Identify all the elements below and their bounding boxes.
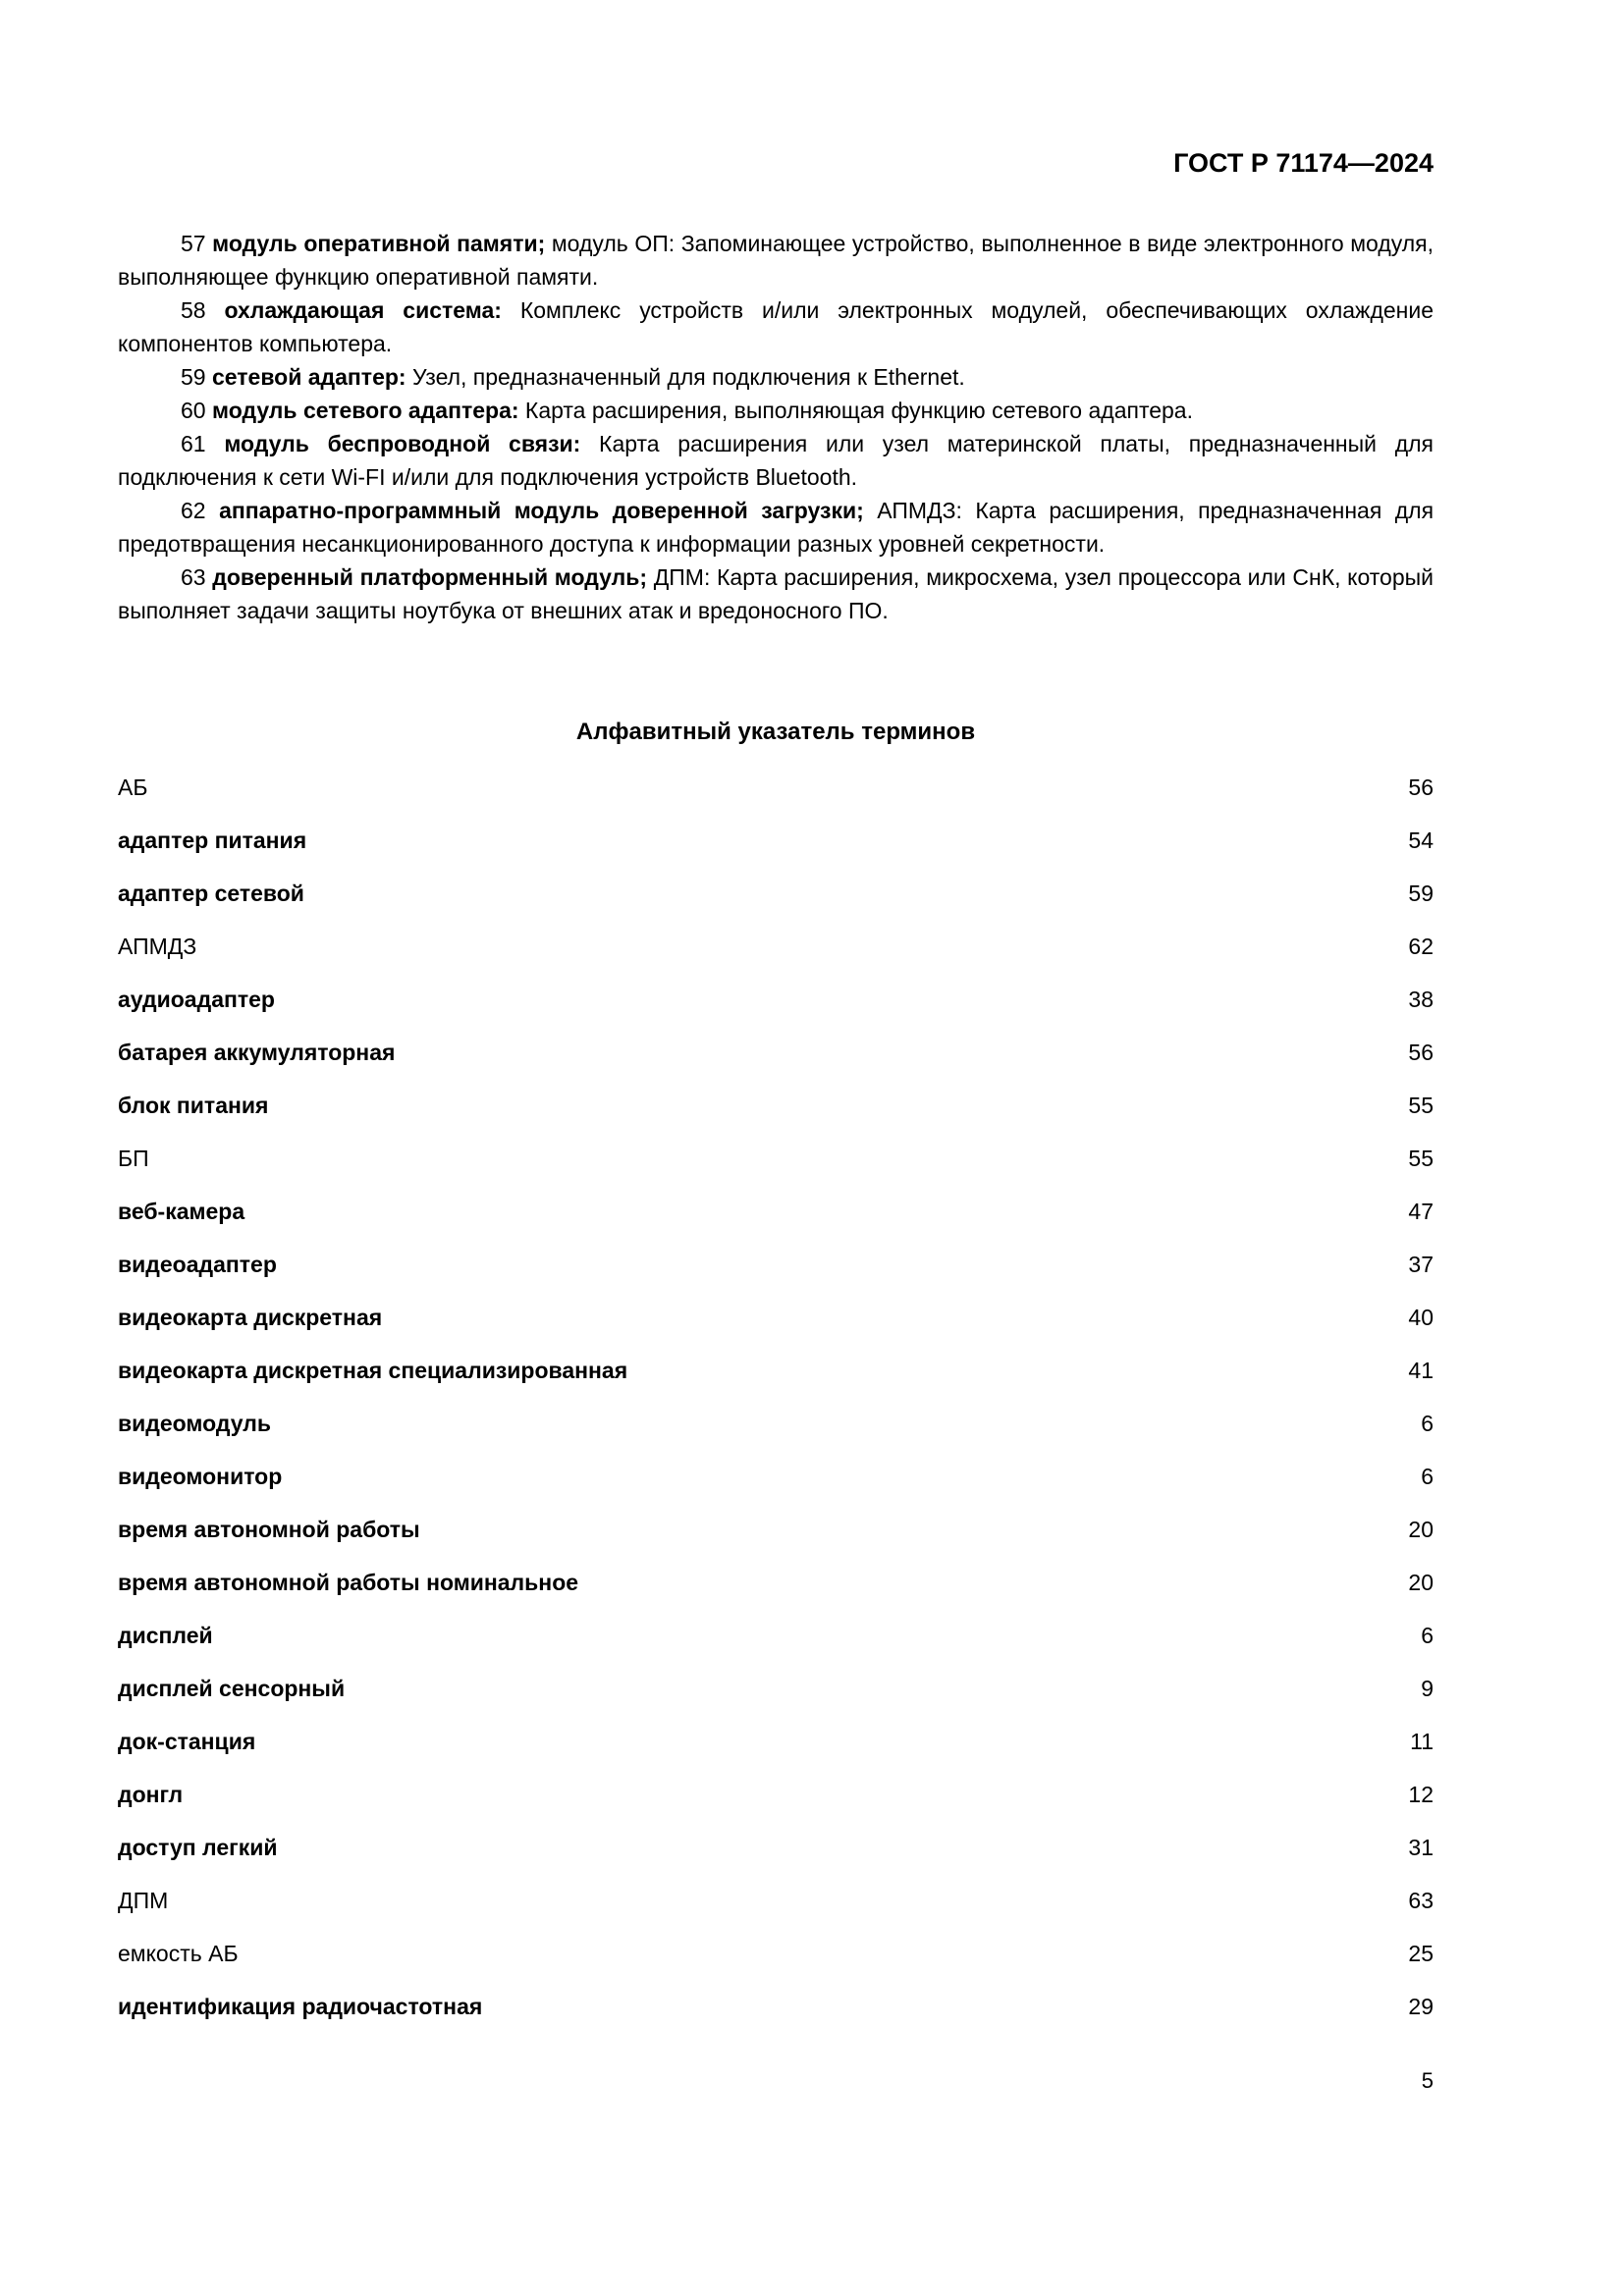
index-term: АБ bbox=[118, 774, 148, 800]
term-number: 58 bbox=[181, 297, 206, 323]
index-term: видеомонитор bbox=[118, 1463, 283, 1489]
term-definition bbox=[118, 227, 1434, 294]
index-entry bbox=[118, 1503, 1434, 1556]
index-page-ref: 63 bbox=[1408, 1887, 1434, 1913]
term-definition bbox=[118, 427, 1434, 494]
index-entry bbox=[118, 1291, 1434, 1344]
term-definition bbox=[118, 294, 1434, 360]
index-page-ref: 41 bbox=[1408, 1357, 1434, 1383]
index-page-ref: 9 bbox=[1421, 1675, 1434, 1701]
term-body: Комплекс устройств и/или электронных модулей, обеспечивающих охлаждение компонентов компьютера. bbox=[118, 297, 1434, 356]
term-name: сетевой адаптер: bbox=[211, 364, 406, 390]
term-number: 57 bbox=[181, 231, 206, 256]
index-entry bbox=[118, 867, 1434, 920]
index-entry bbox=[118, 1344, 1434, 1397]
term-body: АПМДЗ: Карта расширения, предназначенная для предотвращения несанкционированного доступа к информации разных уровней секретности. bbox=[118, 498, 1435, 557]
page-number: 5 bbox=[1421, 2068, 1434, 2093]
index-page-ref: 20 bbox=[1408, 1516, 1434, 1542]
term-number: 62 bbox=[181, 498, 206, 523]
term-body: ДПМ: Карта расширения, микросхема, узел процессора или СнК, который выполняет задачи защиты ноутбука от внешних атак и вредоносного ПО. bbox=[118, 564, 1434, 623]
index-term: время автономной работы bbox=[118, 1516, 420, 1542]
index-entry bbox=[118, 1185, 1434, 1238]
term-body: Карта расширения или узел материнской платы, предназначенный для подключения к сети Wi-FI и/или для подключения устройств Bluetooth. bbox=[118, 431, 1435, 490]
term-definition bbox=[118, 494, 1434, 561]
index-term: донгл bbox=[118, 1781, 184, 1807]
term-number: 59 bbox=[181, 364, 206, 390]
index-entry bbox=[118, 1980, 1434, 2033]
term-number: 61 bbox=[181, 431, 206, 456]
term-name: модуль оперативной памяти; bbox=[212, 231, 546, 256]
index-entry bbox=[118, 1715, 1434, 1768]
term-name: доверенный платформенный модуль; bbox=[212, 564, 648, 590]
index-term: время автономной работы номинальное bbox=[118, 1569, 579, 1595]
index-page-ref: 56 bbox=[1408, 1039, 1434, 1065]
index-term: видеокарта дискретная специализированная bbox=[118, 1357, 628, 1383]
index-term: емкость АБ bbox=[118, 1940, 239, 1966]
index-term: ДПМ bbox=[118, 1887, 169, 1913]
index-page-ref: 38 bbox=[1408, 986, 1434, 1012]
index-entry bbox=[118, 1609, 1434, 1662]
index-page-ref: 6 bbox=[1421, 1463, 1434, 1489]
index-page-ref: 62 bbox=[1408, 933, 1434, 959]
index-page-ref: 55 bbox=[1408, 1145, 1434, 1171]
index-page-ref: 54 bbox=[1408, 827, 1434, 853]
term-body: Узел, предназначенный для подключения к Ethernet. bbox=[411, 364, 965, 390]
index-term: дисплей bbox=[118, 1622, 213, 1648]
index-entry bbox=[118, 1556, 1434, 1609]
index-entry bbox=[118, 1768, 1434, 1821]
term-number: 60 bbox=[181, 398, 206, 423]
index-term: доступ легкий bbox=[118, 1834, 278, 1860]
index-entry bbox=[118, 1450, 1434, 1503]
term-name: модуль беспроводной связи: bbox=[224, 431, 581, 456]
index-term: адаптер сетевой bbox=[118, 880, 304, 906]
index-term: видеомодуль bbox=[118, 1410, 271, 1436]
index-entry bbox=[118, 814, 1434, 867]
index-term: АПМДЗ bbox=[118, 933, 197, 959]
index-page-ref: 37 bbox=[1408, 1251, 1434, 1277]
index-term: батарея аккумуляторная bbox=[118, 1039, 396, 1065]
index-title: Алфавитный указатель терминов bbox=[575, 719, 976, 745]
index-term: видеокарта дискретная bbox=[118, 1304, 383, 1330]
term-definition bbox=[118, 360, 1434, 394]
index-page-ref: 55 bbox=[1408, 1092, 1434, 1118]
index-page-ref: 12 bbox=[1408, 1781, 1434, 1807]
index-term: БП bbox=[118, 1145, 149, 1171]
term-name: модуль сетевого адаптера: bbox=[211, 398, 519, 423]
index-term: док-станция bbox=[118, 1728, 256, 1754]
index-page-ref: 6 bbox=[1421, 1622, 1434, 1648]
index-page-ref: 59 bbox=[1408, 880, 1434, 906]
index-page-ref: 40 bbox=[1408, 1304, 1434, 1330]
index-term: веб-камера bbox=[118, 1198, 245, 1224]
term-name: аппаратно-программный модуль доверенной загрузки; bbox=[219, 498, 864, 523]
index-term: идентификация радиочастотная bbox=[118, 1993, 483, 2019]
term-name: охлаждающая система: bbox=[224, 297, 502, 323]
index-entry bbox=[118, 1132, 1434, 1185]
index-page-ref: 11 bbox=[1410, 1728, 1434, 1754]
index-term: блок питания bbox=[118, 1092, 269, 1118]
index-page-ref: 25 bbox=[1408, 1940, 1434, 1966]
index-entry bbox=[118, 761, 1434, 814]
index-entry bbox=[118, 1821, 1434, 1874]
index-entry bbox=[118, 1238, 1434, 1291]
index-term: видеоадаптер bbox=[118, 1251, 277, 1277]
index-term: адаптер питания bbox=[118, 827, 307, 853]
term-body: Карта расширения, выполняющая функцию сетевого адаптера. bbox=[524, 398, 1193, 423]
index-page-ref: 56 bbox=[1408, 774, 1434, 800]
index-entry bbox=[118, 920, 1434, 973]
index-entry bbox=[118, 1927, 1434, 1980]
index-entry bbox=[118, 1397, 1434, 1450]
index-entry bbox=[118, 1079, 1434, 1132]
index-term: аудиоадаптер bbox=[118, 986, 275, 1012]
index-page-ref: 6 bbox=[1421, 1410, 1434, 1436]
term-definition bbox=[118, 394, 1434, 427]
index-entry bbox=[118, 1662, 1434, 1715]
term-number: 63 bbox=[181, 564, 206, 590]
term-body: модуль ОП: Запоминающее устройство, выполненное в виде электронного модуля, выполняющее функцию оперативной памяти. bbox=[118, 231, 1435, 290]
index-entry bbox=[118, 973, 1434, 1026]
index-entry bbox=[118, 1026, 1434, 1079]
index-page-ref: 47 bbox=[1408, 1198, 1434, 1224]
index-page-ref: 29 bbox=[1408, 1993, 1434, 2019]
term-definition bbox=[118, 561, 1434, 627]
index-page-ref: 20 bbox=[1408, 1569, 1434, 1595]
index-term: дисплей сенсорный bbox=[118, 1675, 346, 1701]
index-page-ref: 31 bbox=[1408, 1834, 1434, 1860]
index-list bbox=[118, 761, 1434, 2033]
definitions-section bbox=[118, 227, 1434, 627]
index-entry bbox=[118, 1874, 1434, 1927]
document-code: ГОСТ Р 71174—2024 bbox=[1173, 148, 1434, 178]
